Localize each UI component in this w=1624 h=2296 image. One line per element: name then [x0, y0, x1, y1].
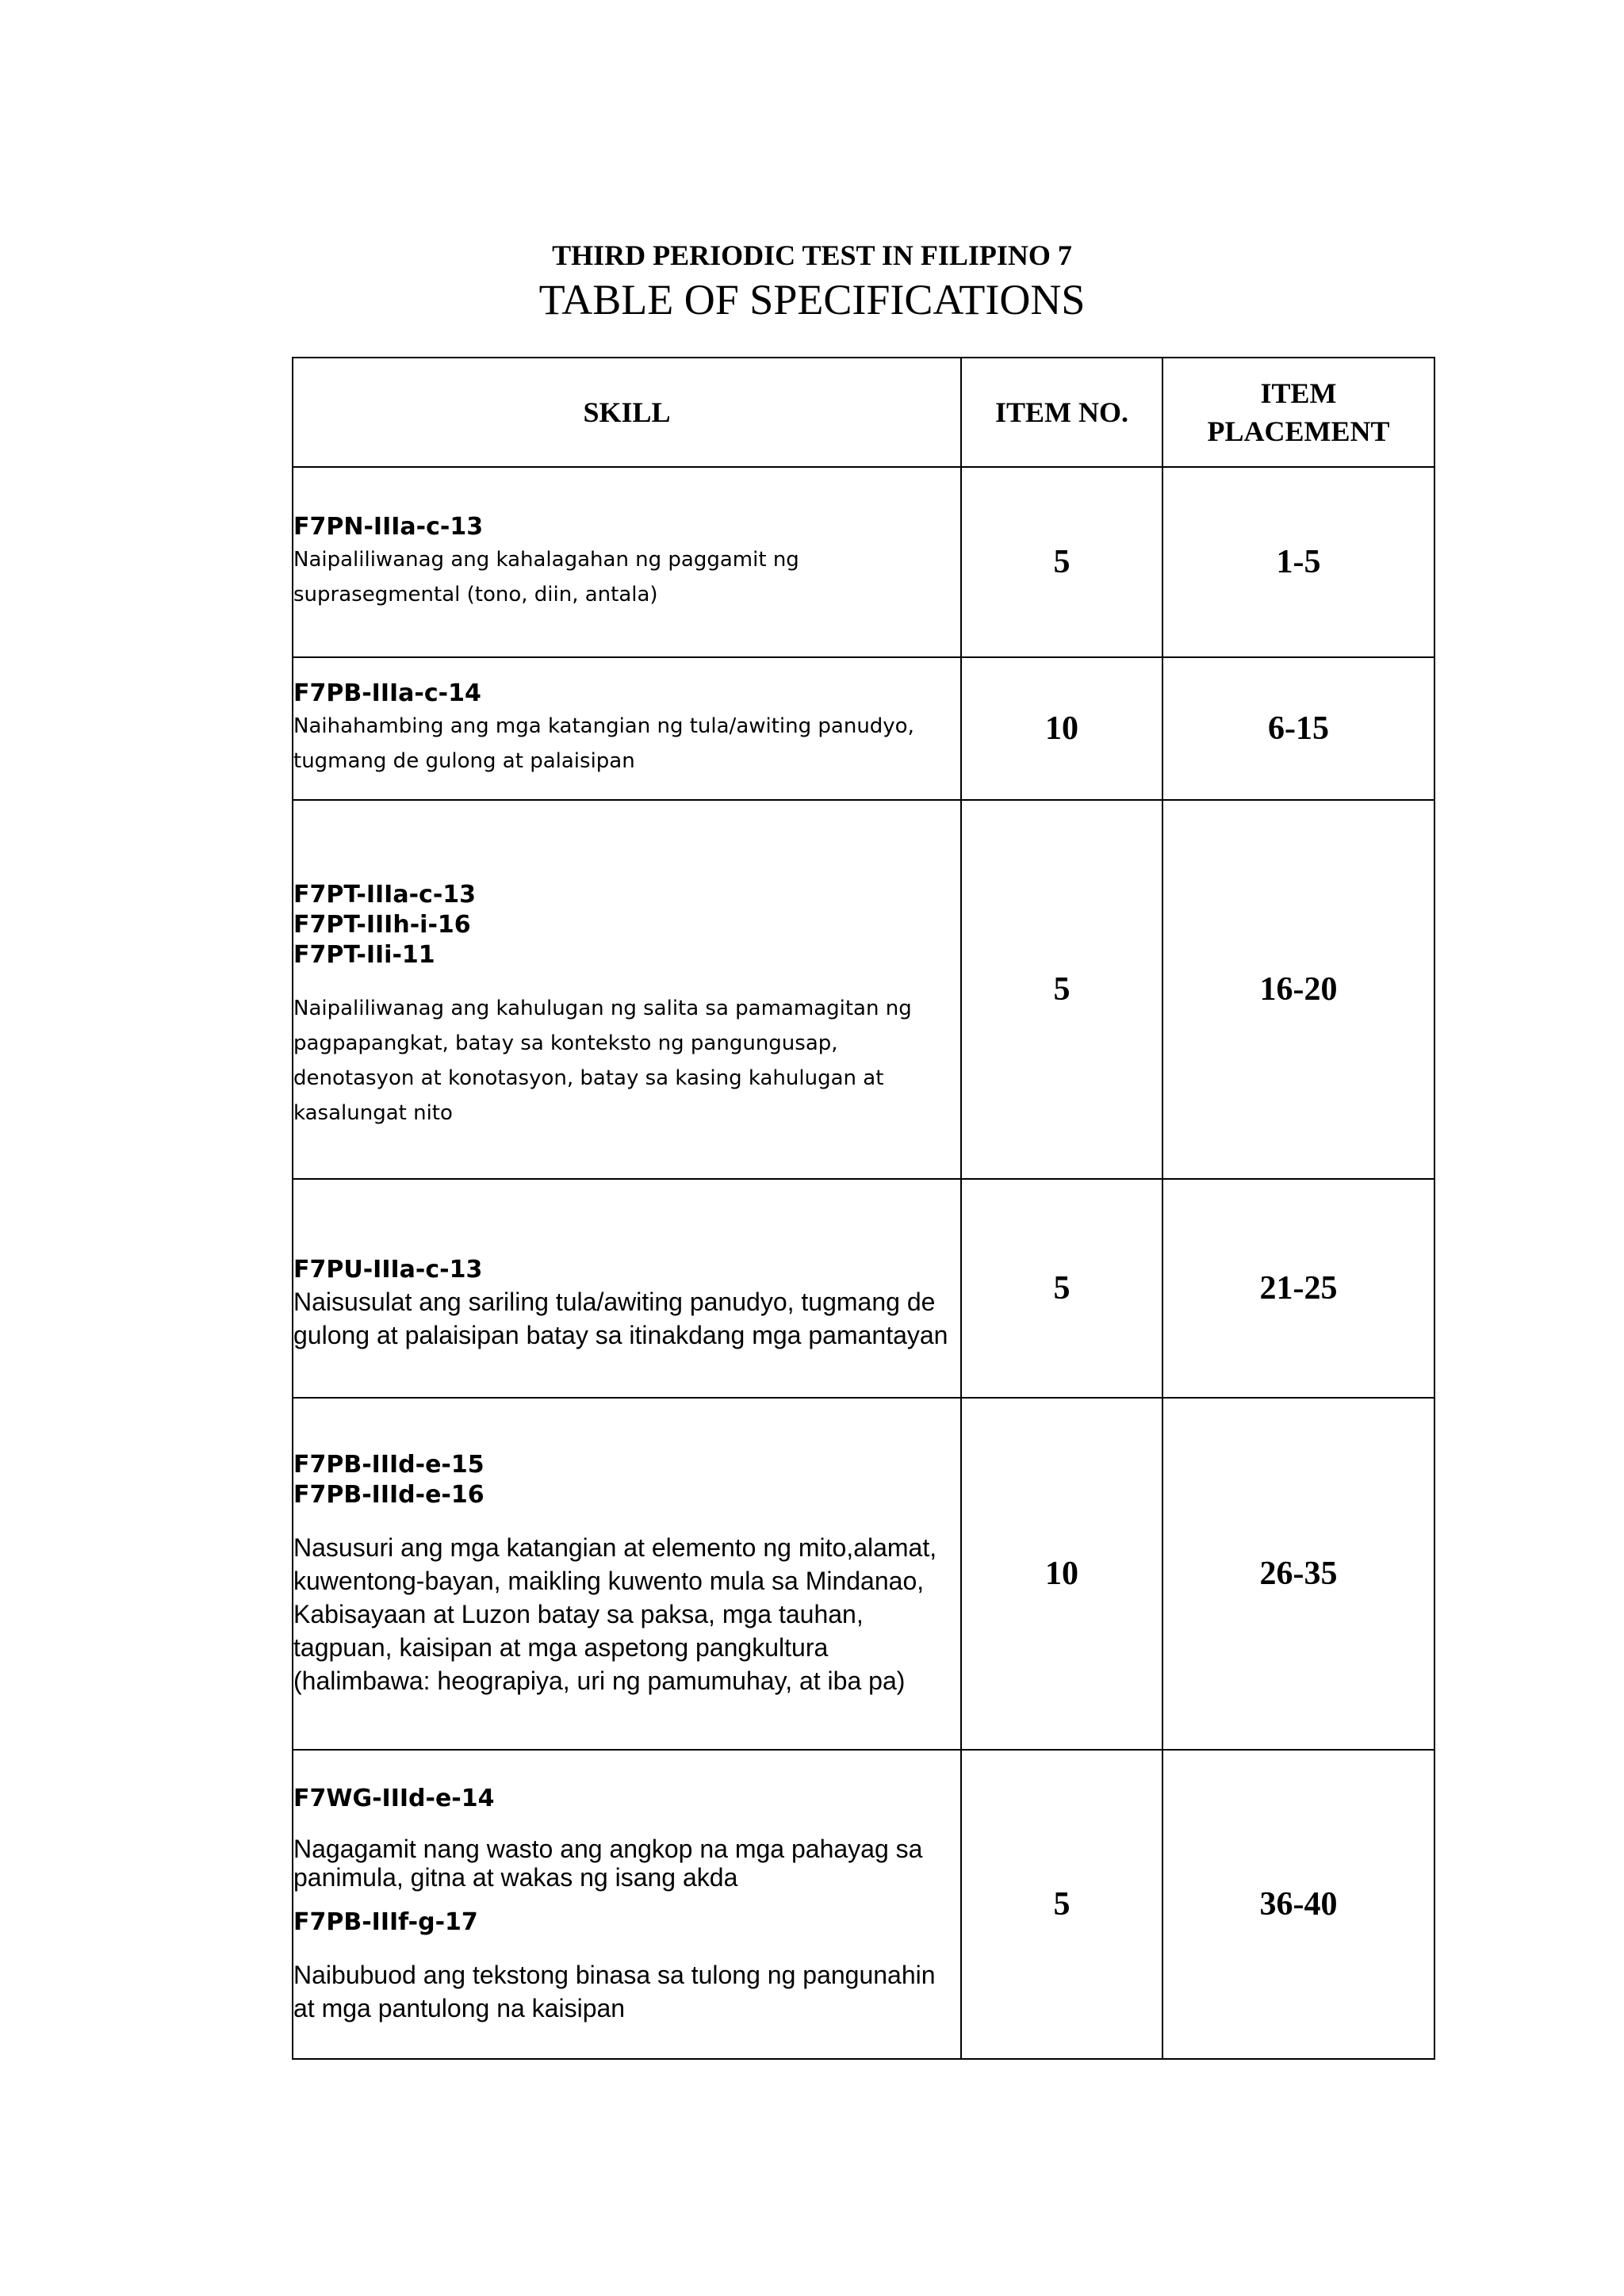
skill-description-line: tagpuan, kaisipan at mga aspetong pangkultura — [293, 1633, 829, 1662]
item-placement-cell: 26-35 — [1162, 1398, 1434, 1750]
skill-description-line: kasalungat nito — [293, 1101, 453, 1125]
skill-description-line: suprasegmental (tono, diin, antala) — [293, 583, 658, 607]
table-row — [293, 1179, 1434, 1398]
skill-cell — [293, 1179, 961, 1398]
item-placement-cell: 6-15 — [1162, 657, 1434, 800]
header-skill: SKILL — [293, 358, 961, 467]
skill-description-line: Nasusuri ang mga katangian at elemento ng mito,alamat, — [293, 1533, 937, 1562]
skill-cell — [293, 1750, 961, 2059]
item-no-cell: 5 — [961, 467, 1162, 657]
header-item-placement-line2: PLACEMENT — [1207, 415, 1390, 447]
competency-code: F7PU-IIIa-c-13 — [293, 1256, 483, 1284]
item-no-cell: 5 — [961, 1179, 1162, 1398]
skill-description-line: (halimbawa: heograpiya, uri ng pamumuhay, at iba pa) — [293, 1667, 906, 1695]
skill-cell — [293, 467, 961, 657]
competency-code: F7PB-IIIa-c-14 — [293, 679, 481, 707]
skill-description-line: Naipaliliwanag ang kahalagahan ng paggamit ng — [293, 548, 799, 572]
competency-code: F7PT-IIi-11 — [293, 941, 435, 969]
specifications-table — [292, 357, 1435, 2060]
document-subtitle: TABLE OF SPECIFICATIONS — [538, 276, 1086, 323]
skill-cell — [293, 800, 961, 1179]
competency-code: F7PB-IIIf-g-17 — [293, 1908, 478, 1936]
item-placement-cell: 16-20 — [1162, 800, 1434, 1179]
competency-code: F7PB-IIId-e-15 — [293, 1451, 485, 1479]
skill-description-line: Nagagamit nang wasto ang angkop na mga pahayag sa — [293, 1835, 923, 1863]
skill-description-line: pagpapangkat, batay sa konteksto ng pangungusap, — [293, 1031, 838, 1055]
item-no-cell: 10 — [961, 1398, 1162, 1750]
item-no-cell: 5 — [961, 1750, 1162, 2059]
header-item-placement-line1: ITEM — [1260, 377, 1337, 409]
competency-code: F7PN-IIIa-c-13 — [293, 513, 484, 541]
item-no-cell: 5 — [961, 800, 1162, 1179]
skill-description-line: Naipaliliwanag ang kahulugan ng salita sa pamamagitan ng — [293, 997, 912, 1020]
table-row — [293, 467, 1434, 657]
document-title: THIRD PERIODIC TEST IN FILIPINO 7 — [552, 239, 1072, 271]
skill-cell — [293, 657, 961, 800]
skill-description-line: Naihahambing ang mga katangian ng tula/awiting panudyo, — [293, 714, 914, 738]
table-row — [293, 657, 1434, 800]
header-item-no: ITEM NO. — [961, 358, 1162, 467]
competency-code: F7PT-IIIh-i-16 — [293, 911, 471, 939]
skill-description-line: tugmang de gulong at palaisipan — [293, 749, 635, 773]
skill-description-line: denotasyon at konotasyon, batay sa kasing kahulugan at — [293, 1066, 884, 1090]
competency-code: F7PT-IIIa-c-13 — [293, 881, 477, 909]
skill-description-line: at mga pantulong na kaisipan — [293, 1994, 626, 2022]
skill-description-line: Naisusulat ang sariling tula/awiting panudyo, tugmang de — [293, 1288, 936, 1316]
table-row — [293, 1750, 1434, 2059]
header-item-placement — [1162, 358, 1434, 467]
skill-description-line: gulong at palaisipan batay sa itinakdang mga pamantayan — [293, 1321, 948, 1349]
competency-code: F7WG-IIId-e-14 — [293, 1785, 495, 1812]
skill-description-line: panimula, gitna at wakas ng isang akda — [293, 1863, 738, 1892]
skill-description-line: Naibubuod ang tekstong binasa sa tulong ng pangunahin — [293, 1961, 936, 1989]
item-no-cell: 10 — [961, 657, 1162, 800]
skill-cell — [293, 1398, 961, 1750]
skill-description-line: Kabisayaan at Luzon batay sa paksa, mga tauhan, — [293, 1600, 864, 1628]
competency-code: F7PB-IIId-e-16 — [293, 1481, 485, 1509]
table-header-row — [293, 358, 1434, 467]
item-placement-cell: 21-25 — [1162, 1179, 1434, 1398]
item-placement-cell: 1-5 — [1162, 467, 1434, 657]
skill-description-line: kuwentong-bayan, maikling kuwento mula sa Mindanao, — [293, 1567, 925, 1595]
item-placement-cell: 36-40 — [1162, 1750, 1434, 2059]
table-row — [293, 1398, 1434, 1750]
table-row — [293, 800, 1434, 1179]
